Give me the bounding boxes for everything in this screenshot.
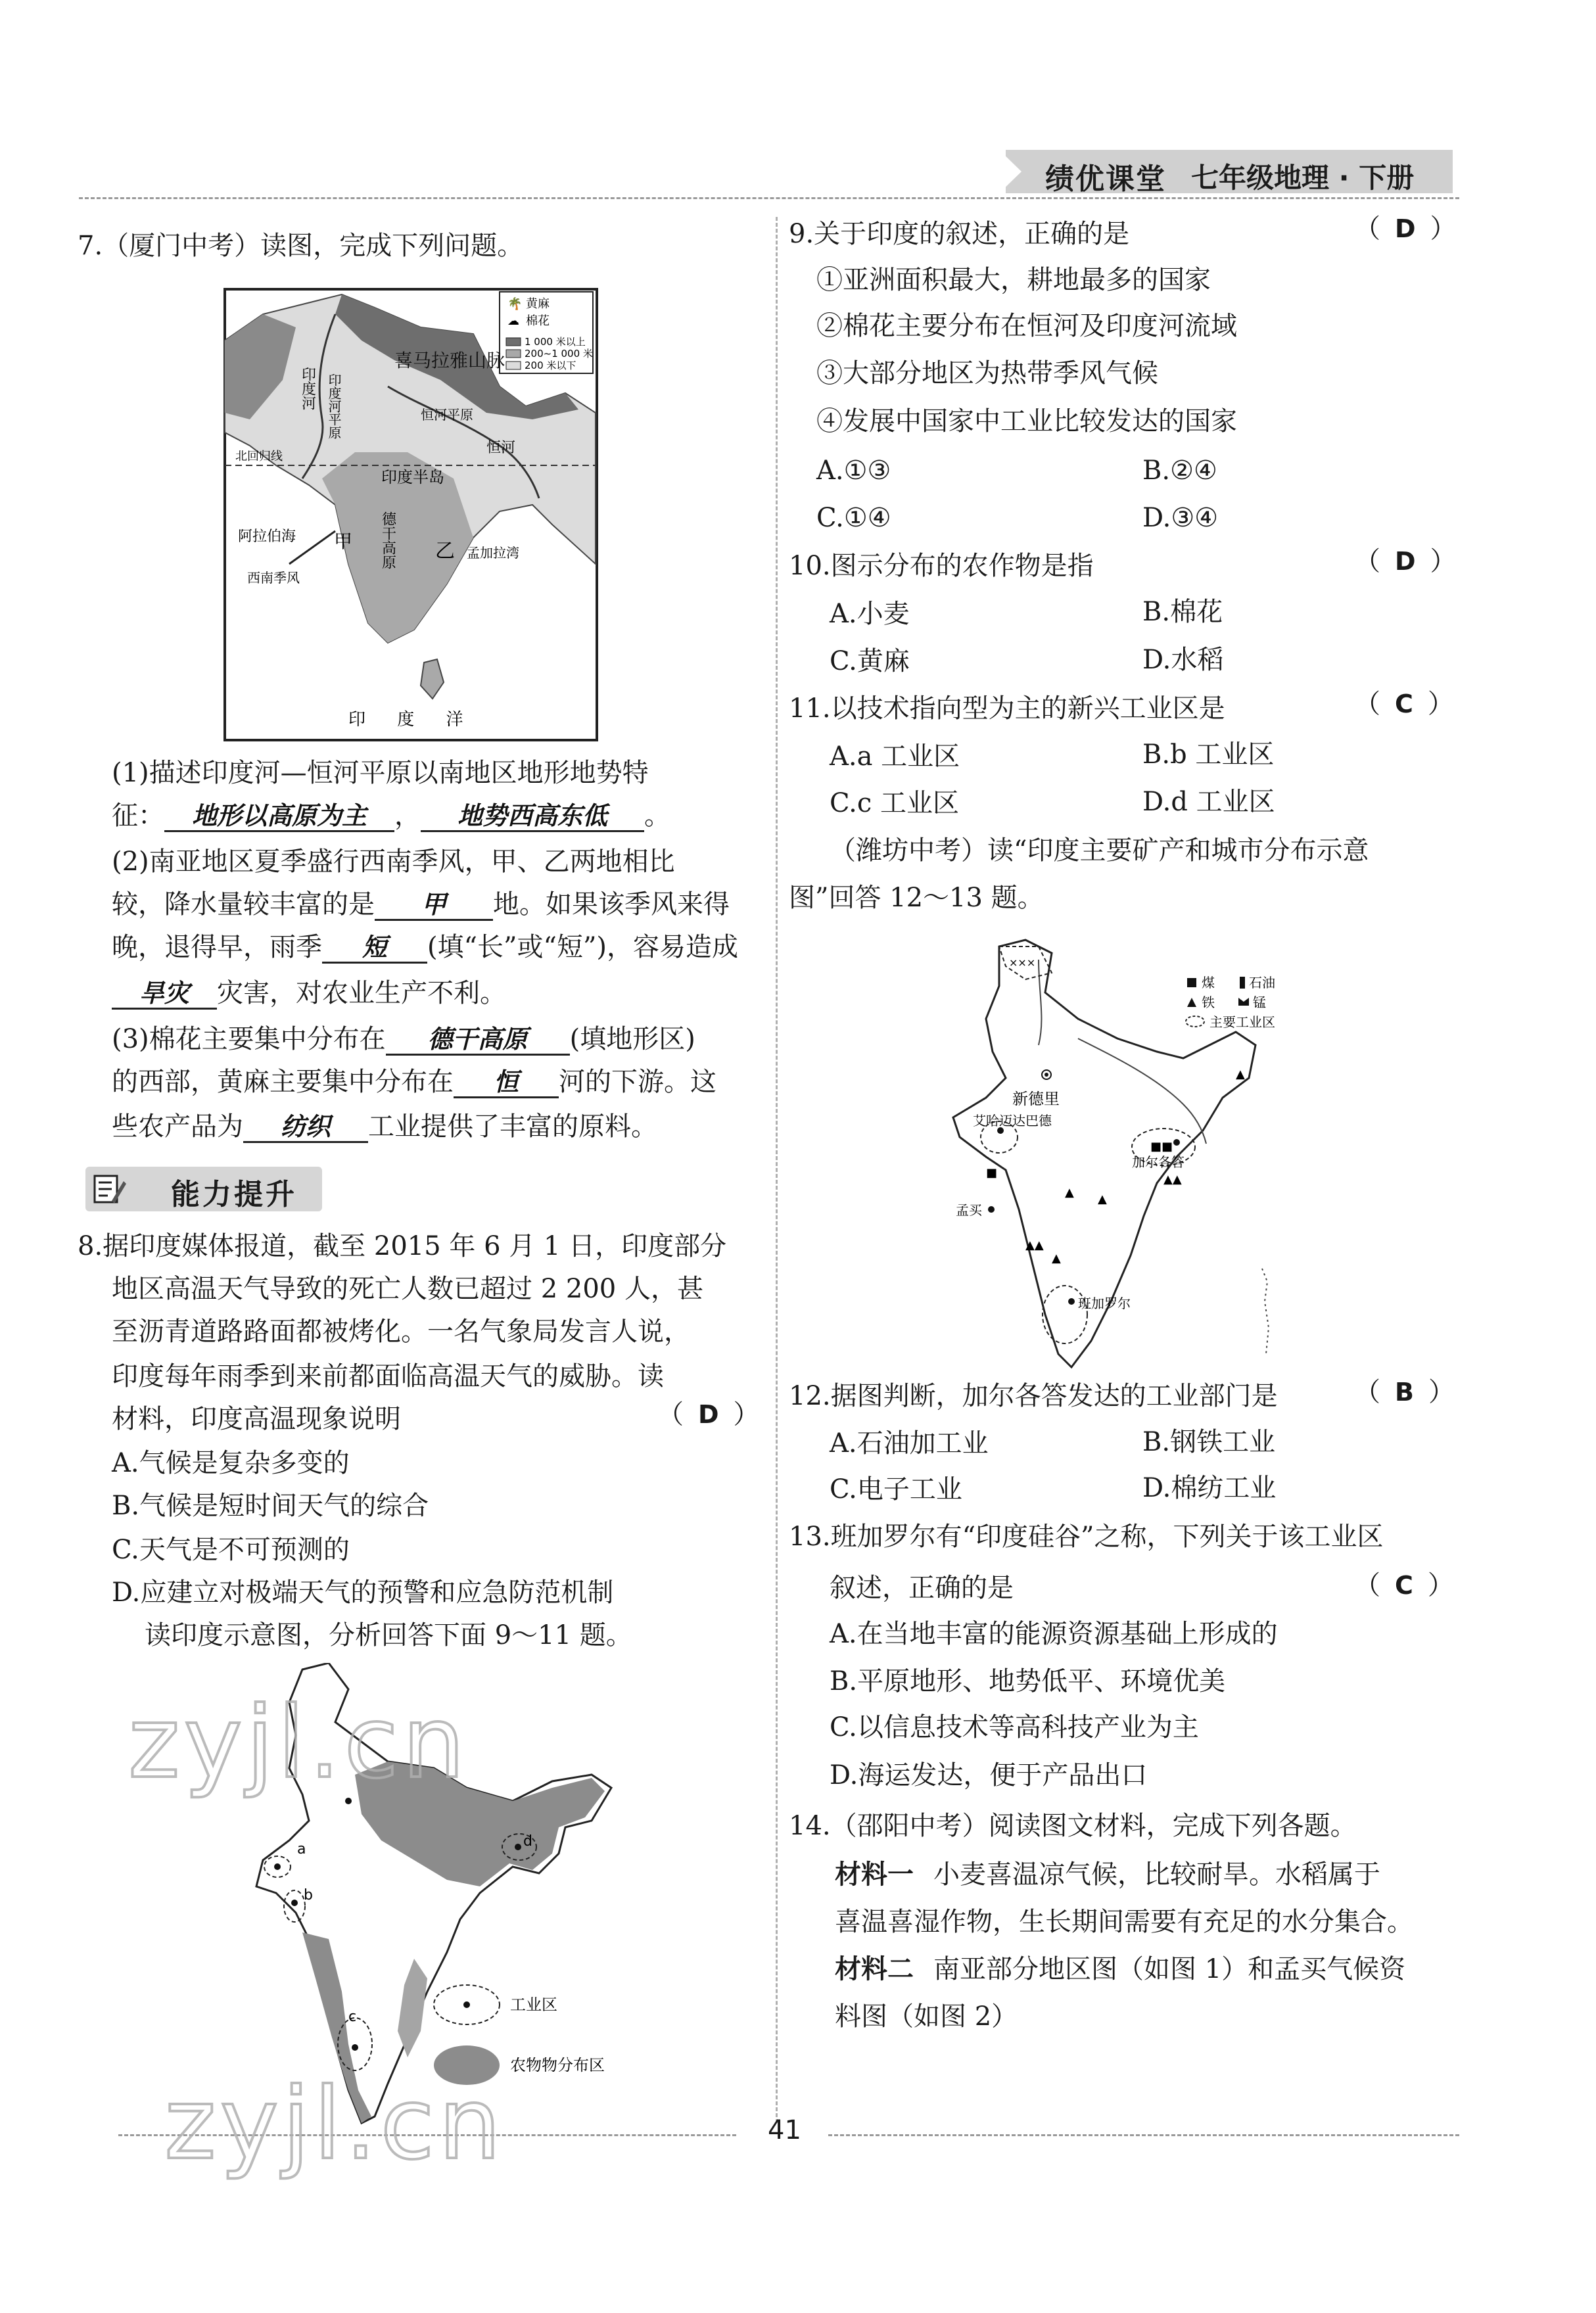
q8-option-a: A.气候是复杂多变的 [112, 1448, 350, 1478]
svg-text:▲: ▲ [1065, 1186, 1074, 1200]
q9-option-b: B.②④ [1142, 456, 1217, 486]
label-alabohai: 阿拉伯海 [238, 528, 296, 545]
q13-answer: （ C ） [1354, 1570, 1454, 1600]
legend-jute: 黄麻 [526, 297, 550, 311]
q7-p3-c: 些农产品为 纺织 工业提供了丰富的原料。 [112, 1111, 657, 1142]
legend-iron: 铁 [1202, 994, 1215, 1010]
section-title: 能力提升 [171, 1178, 297, 1211]
q7-p2-answer-3: 旱灾 [112, 979, 217, 1010]
q7-p3-a: (3)棉花主要集中分布在 德干高原 (填地形区) [112, 1024, 695, 1054]
q12-option-b: B.钢铁工业 [1142, 1427, 1276, 1457]
q12-13-map [947, 933, 1341, 1387]
label-yindu-bandao: 印度半岛 [381, 468, 444, 486]
q7-p2-a: (2)南亚地区夏季盛行西南季风，甲、乙两地相比 [112, 847, 675, 877]
header-subject: 七年级地理 · 下册 [1191, 162, 1415, 194]
q11-stem: 11.以技术指向型为主的新兴工业区是 [789, 693, 1225, 724]
svg-text:☁: ☁ [507, 314, 519, 328]
legend-oil: 石油 [1249, 975, 1275, 991]
legend-1000: 1 000 米以上 [525, 336, 586, 348]
svg-text:🌴: 🌴 [507, 297, 523, 311]
q7-p2-d: 旱灾 灾害，对农业生产不利。 [112, 976, 506, 1010]
q7-stem: 7.（厦门中考）读图，完成下列问题。 [78, 231, 524, 261]
q14-stem: 14.（邵阳中考）阅读图文材料，完成下列各题。 [789, 1811, 1357, 1841]
q11-option-c: C.c 工业区 [830, 788, 960, 818]
label-beihuiguixian: 北回归线 [235, 450, 283, 463]
q8-line-2: 地区高温天气导致的死亡人数已超过 2 200 人，甚 [112, 1274, 703, 1304]
q14-material-1-cont: 喜温喜湿作物，生长期间需要有充足的水分集合。 [835, 1907, 1413, 1937]
point-a: a [297, 1841, 306, 1857]
legend-crop: 农物物分布区 [510, 2056, 605, 2074]
point-c: c [348, 2009, 357, 2025]
q12-option-a: A.石油加工业 [830, 1428, 989, 1459]
header-brand: 绩优课堂 [1045, 162, 1166, 196]
q8-option-b: B.气候是短时间天气的综合 [112, 1491, 429, 1521]
city-jiaergeda: 加尔各答 [1132, 1154, 1185, 1170]
label-henghe-pingyuan: 恒河平原 [421, 407, 473, 423]
city-mengmai: 孟买 [956, 1202, 982, 1218]
legend-industry: 工业区 [510, 1996, 557, 2014]
q10-option-c: C.黄麻 [830, 646, 910, 676]
q7-map [223, 288, 598, 741]
q8-answer: （ D ） [657, 1399, 760, 1430]
intro-12-13-line-1: （潍坊中考）读“印度主要矿产和城市分布示意 [830, 835, 1369, 866]
q14-material-1: 材料一 小麦喜温凉气候，比较耐旱。水稻属于 [835, 1859, 1380, 1890]
q7-p3-answer-2: 恒 [454, 1067, 559, 1098]
q11-option-a: A.a 工业区 [830, 741, 960, 772]
q9-item-4: ④发展中国家中工业比较发达的国家 [816, 406, 1237, 436]
q9-item-1: ①亚洲面积最大，耕地最多的国家 [816, 265, 1211, 295]
label-jia: 甲 [334, 530, 353, 552]
q12-option-d: D.棉纺工业 [1142, 1473, 1277, 1503]
q9-stem: 9.关于印度的叙述，正确的是 [789, 219, 1130, 249]
city-xindeli: 新德里 [1012, 1090, 1060, 1108]
q9-option-c: C.①④ [816, 503, 891, 533]
q7-p2-answer-1: 甲 [375, 890, 493, 921]
svg-text:▲▲: ▲▲ [1025, 1238, 1044, 1252]
q13-stem-b: 叙述，正确的是 [830, 1573, 1014, 1603]
label-ximalaya: 喜马拉雅山脉 [394, 350, 505, 371]
label-deganyuan: 德干高原 [379, 511, 396, 569]
pencil-icon [92, 1172, 128, 1206]
header-arrow [999, 150, 1021, 193]
q7-p3-answer-3: 纺织 [243, 1112, 368, 1143]
q10-stem: 10.图示分布的农作物是指 [789, 551, 1094, 581]
svg-text:▲▲: ▲▲ [1163, 1173, 1182, 1186]
point-b: b [304, 1887, 313, 1904]
legend-coal: 煤 [1202, 975, 1215, 991]
watermark-2: zyjl.cn [164, 2067, 505, 2182]
q10-option-d: D.水稻 [1142, 645, 1224, 675]
city-aihamaidabade: 艾哈迈达巴德 [973, 1113, 1052, 1129]
q11-option-d: D.d 工业区 [1142, 787, 1275, 817]
label-yi: 乙 [435, 540, 455, 563]
svg-text:▲: ▲ [1236, 1067, 1245, 1081]
q7-p2-c: 晚，退得早，雨季 短 (填“长”或“短”)，容易造成 [112, 932, 739, 962]
q11-option-b: B.b 工业区 [1142, 739, 1275, 770]
svg-text:▲: ▲ [1098, 1192, 1107, 1206]
svg-text:▲: ▲ [1052, 1251, 1061, 1265]
q10-option-a: A.小麦 [830, 599, 910, 629]
legend-manganese: 锰 [1253, 994, 1266, 1010]
legend-200: 200 米以下 [525, 360, 576, 371]
column-divider [776, 217, 778, 2123]
legend-cotton: 棉花 [526, 314, 550, 328]
q8-option-d: D.应建立对极端天气的预警和应急防范机制 [112, 1577, 614, 1608]
footer-divider-right [828, 2134, 1459, 2136]
q11-answer: （ C ） [1354, 689, 1454, 719]
q8-line-1: 8.据印度媒体报道，截至 2015 年 6 月 1 日，印度部分 [78, 1231, 727, 1261]
q9-item-3: ③大部分地区为热带季风气候 [816, 358, 1158, 388]
q7-p2-answer-2: 短 [322, 933, 427, 964]
q7-p1-answer-1: 地形以高原为主 [164, 801, 394, 832]
q7-p3-b: 的西部，黄麻主要集中分布在 恒 河的下游。这 [112, 1067, 716, 1097]
q12-stem: 12.据图判断，加尔各答发达的工业部门是 [789, 1381, 1278, 1411]
legend-200-1000: 200~1 000 米 [525, 348, 593, 360]
q13-option-d: D.海运发达，便于产品出口 [830, 1760, 1148, 1790]
q8-option-c: C.天气是不可预测的 [112, 1535, 350, 1565]
q9-option-a: A.①③ [816, 456, 891, 486]
label-yindu-he: 印度河 [299, 367, 316, 410]
q13-option-a: A.在当地丰富的能源资源基础上形成的 [830, 1619, 1278, 1649]
q8-line-4: 印度每年雨季到来前都面临高温天气的威胁。读 [112, 1361, 664, 1391]
q8-line-3: 至沥青道路路面都被烤化。一名气象局发言人说， [112, 1317, 690, 1347]
legend-industry-area: 主要工业区 [1209, 1014, 1275, 1030]
label-mengjialawan: 孟加拉湾 [467, 545, 519, 561]
q9-option-d: D.③④ [1142, 503, 1219, 533]
q7-p1-b: 征： 地形以高原为主 ， 地势西高东低 。 [112, 801, 670, 831]
svg-text:■: ■ [986, 1166, 998, 1180]
q10-option-b: B.棉花 [1142, 597, 1223, 627]
q7-p1-answer-2: 地势西高东低 [421, 801, 644, 832]
city-banjialuoer: 班加罗尔 [1078, 1296, 1131, 1311]
label-yindu-he-pingyuan: 印度河平原 [326, 373, 342, 439]
q10-answer: （ D ） [1354, 546, 1457, 576]
q12-option-c: C.电子工业 [830, 1474, 962, 1505]
point-d: d [523, 1833, 532, 1850]
q8-line-5: 材料，印度高温现象说明 [112, 1404, 401, 1434]
intro-12-13-line-2: 图”回答 12～13 题。 [789, 883, 1044, 913]
q13-stem-a: 13.班加罗尔有“印度硅谷”之称，下列关于该工业区 [789, 1522, 1384, 1552]
q13-option-b: B.平原地形、地势低平、环境优美 [830, 1666, 1226, 1696]
watermark-1: zyjl.cn [128, 1686, 469, 1800]
q7-p3-answer-1: 德干高原 [386, 1025, 570, 1056]
q7-p1-a: (1)描述印度河—恒河平原以南地区地形地势特 [112, 758, 649, 788]
intro-9-11: 读印度示意图，分析回答下面 9～11 题。 [145, 1620, 632, 1650]
page-number: 41 [768, 2115, 801, 2145]
q14-material-2-cont: 料图（如图 2） [835, 2001, 1018, 2032]
label-xinanjifeng: 西南季风 [247, 570, 300, 586]
q12-answer: （ B ） [1354, 1377, 1455, 1407]
q7-p2-b: 较，降水量较丰富的是 甲 地。如果该季风来得 [112, 889, 730, 920]
label-yinduyang: 印 度 洋 [348, 710, 477, 730]
svg-text:■■: ■■ [1150, 1140, 1173, 1154]
label-henghe: 恒河 [486, 440, 516, 456]
header-divider [79, 197, 1459, 199]
q9-answer: （ D ） [1354, 214, 1457, 244]
q14-material-2: 材料二 南亚部分地区图（如图 1）和孟买气候资 [835, 1954, 1406, 1984]
q13-option-c: C.以信息技术等高科技产业为主 [830, 1712, 1199, 1742]
svg-text:×××: ××× [1009, 956, 1036, 969]
q9-item-2: ②棉花主要分布在恒河及印度河流域 [816, 311, 1237, 341]
